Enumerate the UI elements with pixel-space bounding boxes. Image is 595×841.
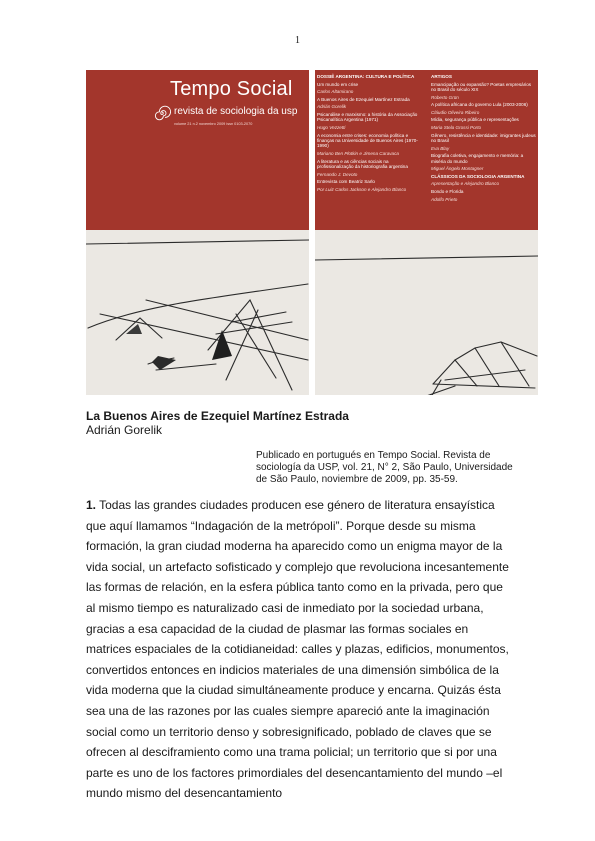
journal-volume-info: volume 21 n.2 novembro 2009 issn 0103-2070 — [174, 122, 253, 126]
toc-column-articles — [431, 74, 536, 204]
article-author: Adrián Gorelik — [86, 423, 163, 437]
toc-entry: DOSSIÊ ARGENTINA: CULTURA E POLÍTICA — [317, 74, 415, 79]
toc-entry: Gênero, resistência e identidade: imigrantes judeus no Brasil — [431, 132, 536, 143]
publication-note: Publicado en portugués en Tempo Social. Revista de sociología da USP, vol. 21, N° 2, São Paulo, Universidade de São Paulo, noviembre de 2009, pp. 35-59. — [256, 450, 513, 485]
hatched-triangle — [212, 330, 232, 360]
toc-entry: ARTIGOS — [431, 74, 452, 79]
toc-column-dossier — [317, 74, 425, 194]
toc-entry: Adolfo Prieto — [431, 196, 458, 202]
toc-entry: Psicanálise e marxismo: a história da Associação Psicanalítica Argentina (1971) — [317, 111, 418, 123]
toc-entry: Cláudio Oliveira Ribeiro — [431, 109, 480, 115]
toc-entry: Carlos Altamirano — [317, 89, 354, 95]
article-body-paragraph — [86, 495, 514, 804]
toc-entry: A política africana do governo Lula (2003-2006) — [431, 102, 528, 108]
article-title: La Buenos Aires de Ezequiel Martínez Estrada — [86, 409, 349, 423]
cover-drawing-triangles — [86, 230, 309, 395]
toc-entry: Um mundo em crise — [317, 81, 359, 87]
toc-entry: Miguel Ângelo Montagner — [431, 166, 484, 172]
pencil-drawing-illustration — [315, 230, 538, 395]
toc-entry: Por Luiz Carlos Jackson e Alejandro Blanco — [317, 186, 407, 192]
journal-front-cover — [86, 70, 309, 395]
toc-entry: Eva Blay — [431, 145, 450, 151]
journal-back-cover — [315, 70, 538, 395]
toc-entry: A Buenos Aires de Ezequiel Martínez Estrada — [317, 96, 410, 102]
cover-drawing-triangles — [315, 230, 538, 395]
toc-entry: Hugo Vezzetti — [317, 124, 346, 130]
toc-entry: Emancipação ou expansão? Poetas empresários no Brasil do século XIX — [431, 81, 532, 92]
toc-entry: Maria Stela Grossi Porto — [431, 124, 482, 130]
toc-entry: Mariano Ben Plotkin e Jimena Caravaca — [317, 150, 399, 156]
paragraph-number: 1. — [86, 498, 97, 512]
toc-entry: Biografia coletiva, engajamento e memória: a miséria do mundo — [431, 153, 524, 164]
toc-entry: Fernando J. Devoto — [317, 171, 358, 177]
cover-red-band — [86, 70, 309, 230]
toc-entry: CLÁSSICOS DA SOCIOLOGIA ARGENTINA — [431, 173, 525, 179]
toc-entry: A economia entre crises: economia política e finanças na Universidade de Buenos Aires (1970-1990) — [317, 132, 418, 149]
toc-entry: A literatura e as ciências sociais na profissionalização da historiografia argentina — [317, 158, 408, 169]
spiral-logo-icon — [153, 103, 171, 123]
journal-title: Tempo Social — [170, 78, 293, 100]
toc-entry: Adrián Gorelik — [317, 104, 347, 110]
cover-red-band — [315, 70, 538, 230]
toc-entry: Roberto Grün — [431, 94, 459, 100]
toc-entry: Entrevista com Beatriz Sarlo — [317, 179, 375, 185]
toc-entry: Bondo e Florida — [431, 188, 464, 194]
page-number: 1 — [295, 35, 300, 46]
toc-entry: Apresentação e Alejandro Blanco — [431, 181, 500, 187]
toc-entry: Mídia, segurança pública e representações — [431, 117, 519, 123]
paragraph-text: Todas las grandes ciudades producen ese género de literatura ensayística que aquí llamamos “Indagación de la metrópoli”. Porque desde su misma formación, la gran ciudad moderna ha aparecido como un enigma mayor de la vida social, un artefacto sofisticado y complejo que revoluciona incesantemente las formas de relación, en la esfera pública tanto como en la privada, pero que al mismo tiempo es naturalizado casi de inmediato por la sociedad urbana, gracias a esa capacidad de la ciudad de plasmar las formas sociales en matrices espaciales de la cotidianeidad: calles y plazas, edificios, monumentos, convertidos entonces en indicios materiales de una dimensión simbólica de la vida moderna que la ciudad simultáneamente produce y encarna. Quizás ésta sea una de las razones por las cuales siempre apareció ante la imaginación social como un territorio denso y sobresignificado, poblado de claves que se ofrecen al desciframiento como una trama policial; un territorio que si por una parte es uno de los factores primordiales del desencantamiento del mundo –el mundo mismo del desencantamiento — [86, 498, 509, 801]
pencil-drawing-illustration — [86, 230, 309, 395]
journal-subtitle: revista de sociologia da usp — [174, 106, 298, 117]
